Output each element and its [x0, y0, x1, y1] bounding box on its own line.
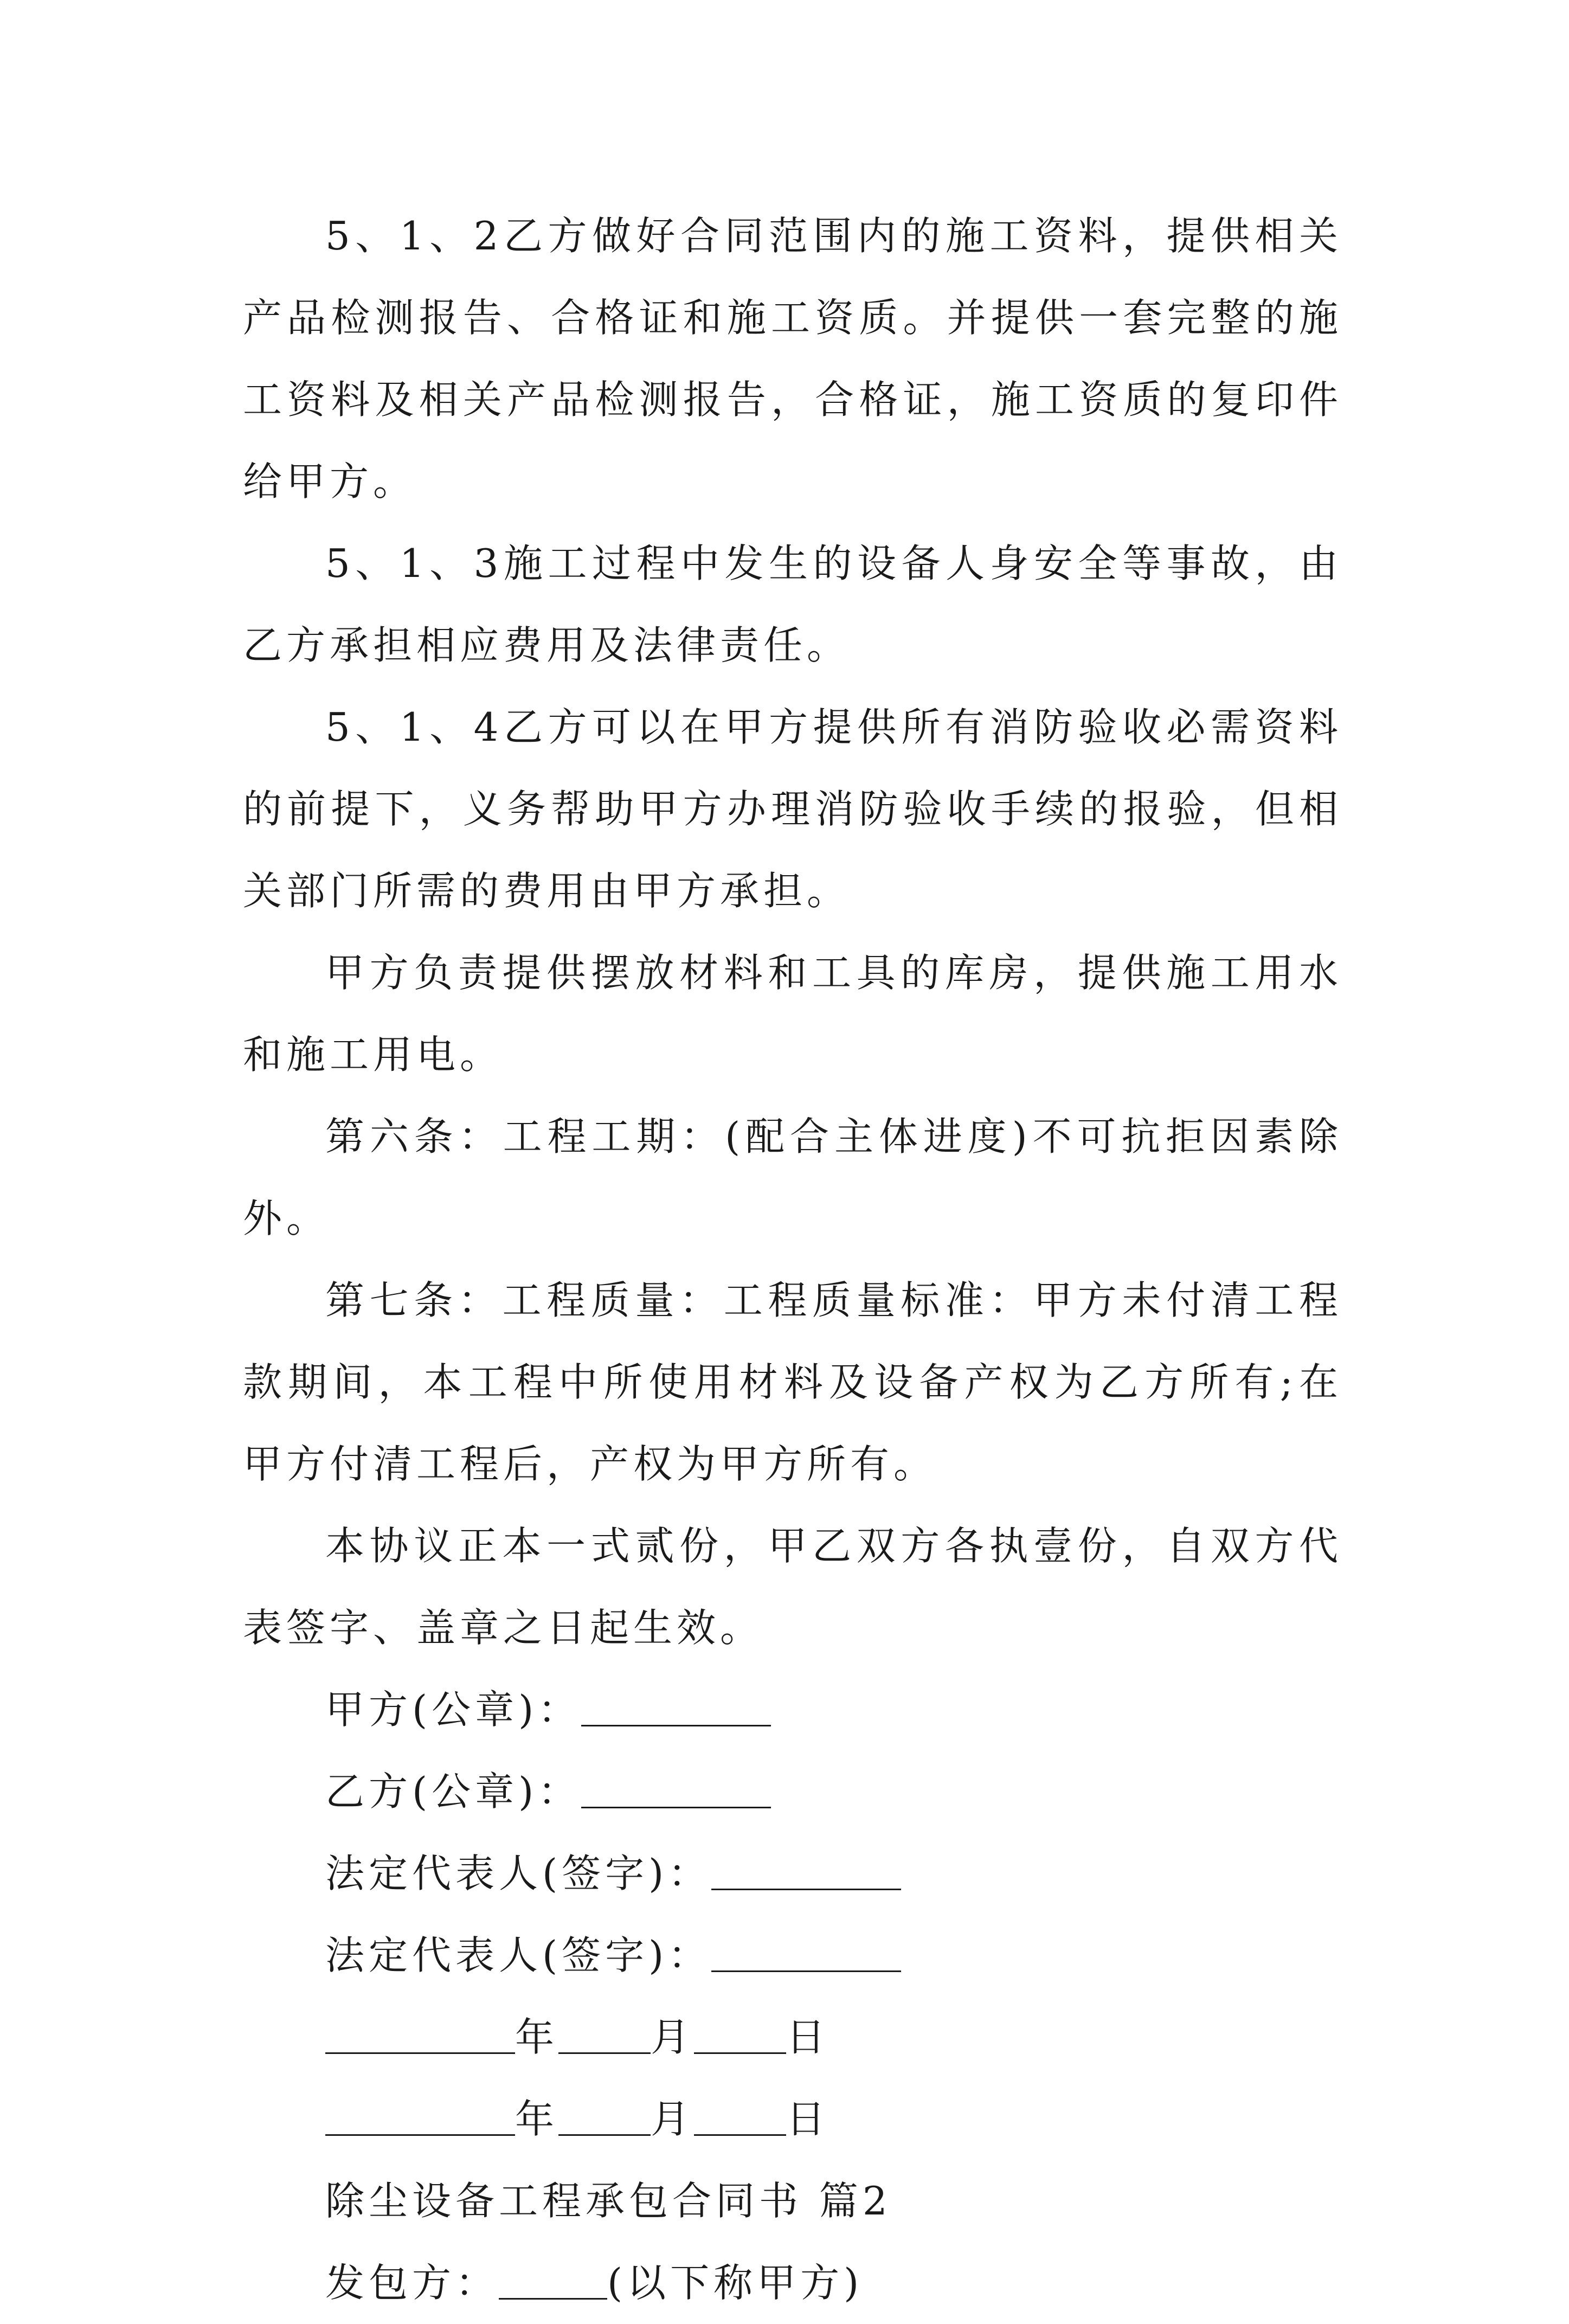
- date-1-month-blank: [558, 2013, 651, 2054]
- party-b-seal-line: [243, 1751, 1342, 1833]
- party-b-seal-label: 乙方(公章)：: [325, 1769, 582, 1814]
- document-page: [243, 195, 1342, 2324]
- legal-rep-2-blank: [711, 1931, 901, 1972]
- date-2-month-label: 月: [651, 2096, 695, 2142]
- date-1-year-blank: [325, 2013, 515, 2054]
- agreement-effect: 本协议正本一式贰份，甲乙双方各执壹份，自双方代表签字、盖章之日起生效。: [243, 1523, 1342, 1651]
- issuer-line: [243, 2242, 1342, 2324]
- section-2-title: 除尘设备工程承包合同书 篇2: [325, 2178, 892, 2224]
- date-2-month-blank: [558, 2095, 651, 2136]
- legal-rep-1-line: [243, 1833, 1342, 1915]
- date-line-1: [243, 1996, 1342, 2078]
- date-1-day-blank: [694, 2013, 786, 2054]
- legal-rep-1-label: 法定代表人(签字)：: [325, 1851, 712, 1896]
- clause-5-1-2: 5、1、2乙方做好合同范围内的施工资料，提供相关产品检测报告、合格证和施工资质。并提供一套完整的施工资料及相关产品检测报告，合格证，施工资质的复印件给甲方。: [243, 213, 1342, 504]
- date-2-day-label: 日: [786, 2096, 830, 2142]
- date-2-day-blank: [694, 2095, 786, 2136]
- party-a-seal-blank: [581, 1686, 771, 1726]
- issuer-label: 发包方：: [325, 2260, 499, 2306]
- date-2-year-label: 年: [515, 2096, 559, 2142]
- date-line-2: [243, 2078, 1342, 2160]
- clause-5-1-4: 5、1、4乙方可以在甲方提供所有消防验收必需资料的前提下，义务帮助甲方办理消防验收手续的报验，但相关部门所需的费用由甲方承担。: [243, 704, 1342, 914]
- issuer-suffix: (以下称甲方): [607, 2260, 864, 2306]
- legal-rep-2-line: [243, 1915, 1342, 1996]
- clause-5-1-3: 5、1、3施工过程中发生的设备人身安全等事故，由乙方承担相应费用及法律责任。: [243, 541, 1342, 668]
- date-2-year-blank: [325, 2095, 515, 2136]
- date-1-month-label: 月: [651, 2014, 695, 2060]
- article-7-quality: 第七条：工程质量：工程质量标准：甲方未付清工程款期间，本工程中所使用材料及设备产权为乙方所有;在甲方付清工程后，产权为甲方所有。: [243, 1277, 1342, 1487]
- article-6-duration: 第六条：工程工期：(配合主体进度)不可抗拒因素除外。: [243, 1114, 1342, 1241]
- party-a-seal-label: 甲方(公章)：: [325, 1687, 582, 1732]
- date-1-day-label: 日: [786, 2014, 830, 2060]
- party-a-seal-line: [243, 1669, 1342, 1751]
- date-1-year-label: 年: [515, 2014, 559, 2060]
- issuer-blank: [499, 2259, 607, 2300]
- legal-rep-1-blank: [711, 1850, 901, 1890]
- party-b-seal-blank: [581, 1768, 771, 1808]
- warehouse-clause: 甲方负责提供摆放材料和工具的库房，提供施工用水和施工用电。: [243, 950, 1342, 1077]
- legal-rep-2-label: 法定代表人(签字)：: [325, 1933, 712, 1978]
